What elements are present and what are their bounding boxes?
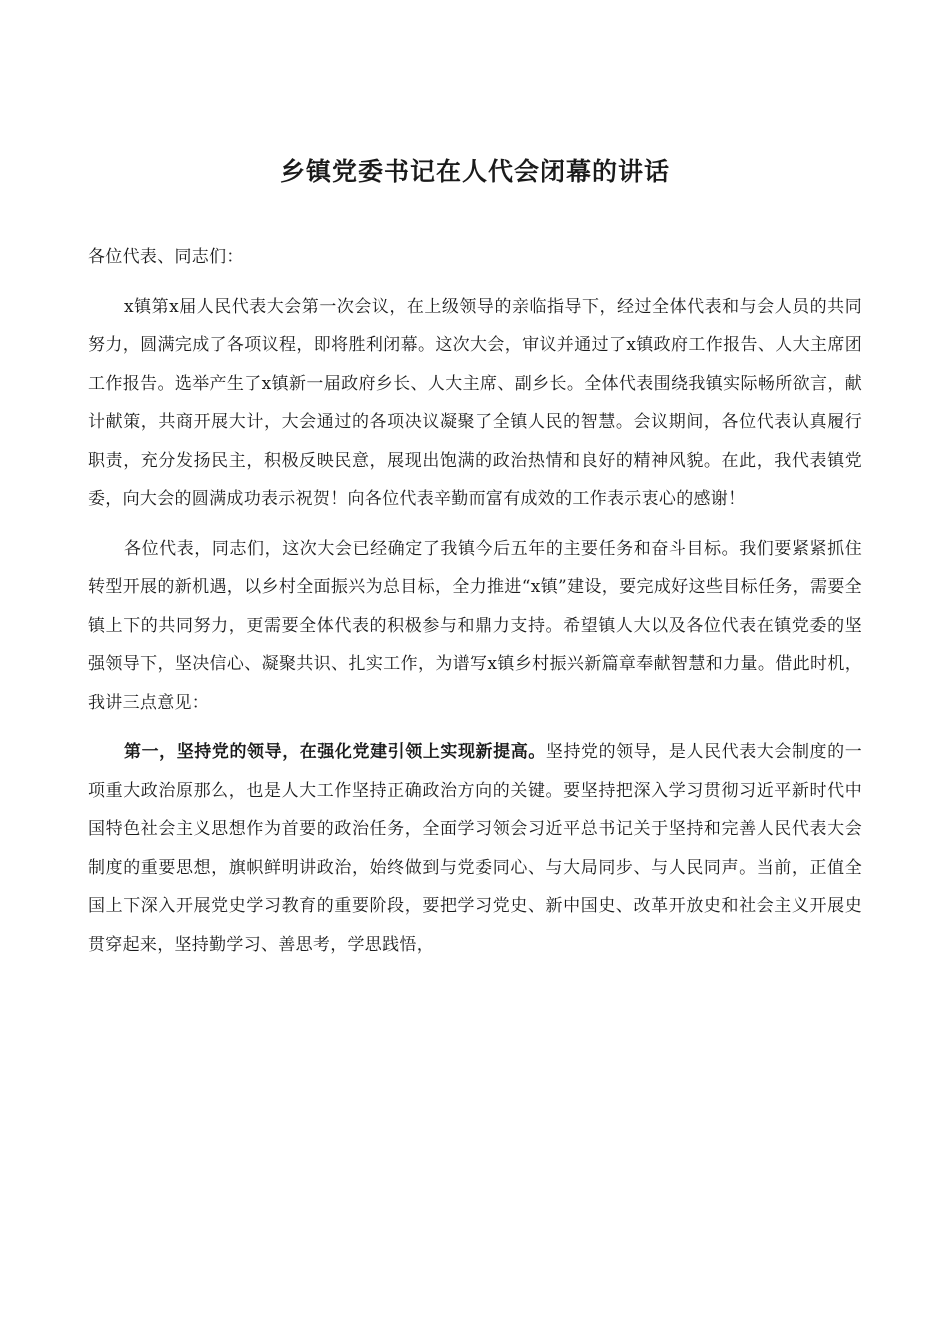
paragraph-3-text: 坚持党的领导，是人民代表大会制度的一项重大政治原那么，也是人大工作坚持正确政治方向的关键。要坚持把深入学习贯彻习近平新时代中国特色社会主义思想作为首要的政治任务，全面学习领会习近平总书记关于坚持和完善人民代表大会制度的重要思想，旗帜鲜明讲政治，始终做到与党委同心、与大局同步、与人民同声。当前，正值全国上下深入开展党史学习教育的重要阶段，要把学习党史、新中国史、改革开放史和社会主义开展史贯穿起来，坚持勤学习、善思考，学思践悟， bbox=[88, 742, 862, 955]
paragraph-2 bbox=[88, 530, 862, 723]
paragraph-3-lead: 第一，坚持党的领导，在强化党建引领上实现新提高。 bbox=[124, 742, 546, 762]
paragraph-2-text: 各位代表，同志们，这次大会已经确定了我镇今后五年的主要任务和奋斗目标。我们要紧紧抓住转型开展的新机遇，以乡村全面振兴为总目标，全力推进“x镇”建设，要完成好这些目标任务，需要全镇上下的共同努力，更需要全体代表的积极参与和鼎力支持。希望镇人大以及各位代表在镇党委的坚强领导下，坚决信心、凝聚共识、扎实工作，为谱写x镇乡村振兴新篇章奉献智慧和力量。借此时机，我讲三点意见： bbox=[88, 538, 862, 713]
document-title: 乡镇党委书记在人代会闭幕的讲话 bbox=[279, 157, 670, 186]
document-body bbox=[88, 238, 862, 975]
paragraph-3 bbox=[88, 733, 862, 964]
salutation: 各位代表、同志们： bbox=[88, 247, 244, 267]
paragraph-1-text: x镇第x届人民代表大会第一次会议，在上级领导的亲临指导下，经过全体代表和与会人员的共同努力，圆满完成了各项议程，即将胜利闭幕。这次大会，审议并通过了x镇政府工作报告、人大主席团工作报告。选举产生了x镇新一届政府乡长、人大主席、副乡长。全体代表围绕我镇实际畅所欲言，献计献策，共商开展大计，大会通过的各项决议凝聚了全镇人民的智慧。会议期间，各位代表认真履行职责，充分发扬民主，积极反映民意，展现出饱满的政治热情和良好的精神风貌。在此，我代表镇党委，向大会的圆满成功表示祝贺！向各位代表辛勤而富有成效的工作表示衷心的感谢！ bbox=[88, 296, 862, 509]
paragraph-1 bbox=[88, 288, 862, 519]
